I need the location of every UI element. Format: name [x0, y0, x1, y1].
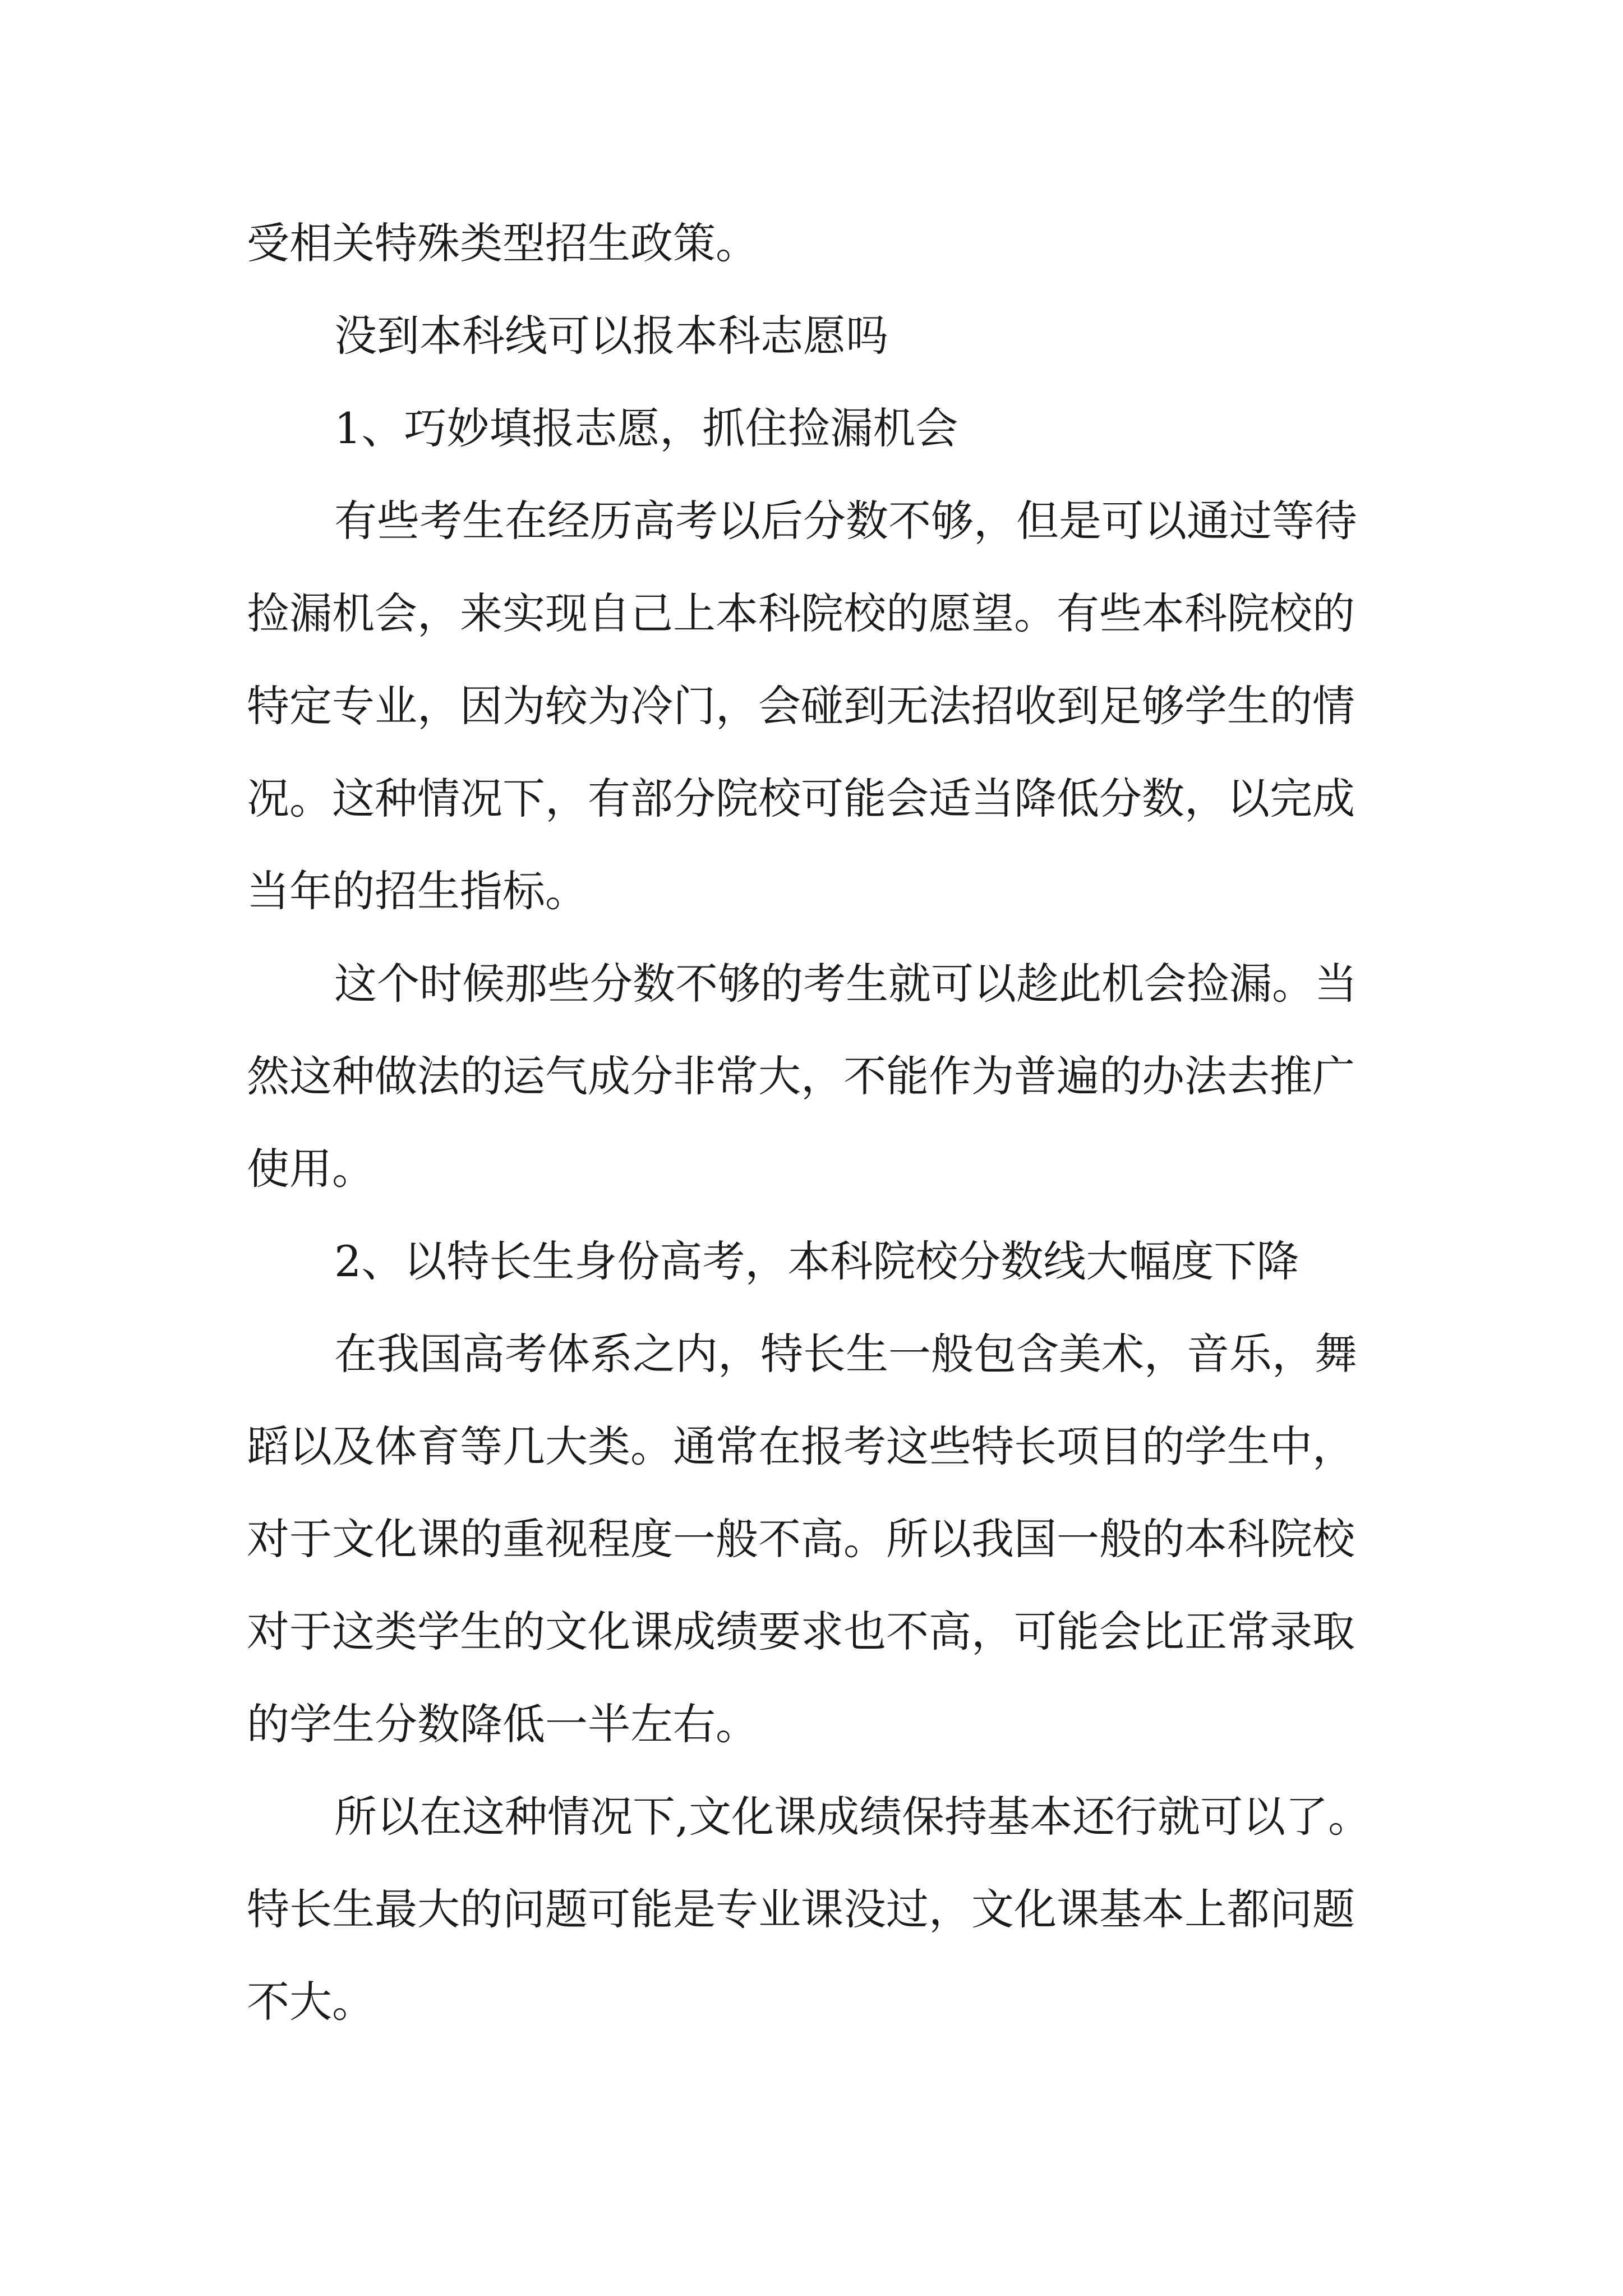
- text-line: 这个时候那些分数不够的考生就可以趁此机会捡漏。当: [334, 959, 1357, 1009]
- body-text: [247, 209, 1391, 2060]
- text-line: 受相关特殊类型招生政策。: [247, 218, 758, 268]
- text-line: 2、以特长生身份高考，本科院校分数线大幅度下降: [334, 1236, 1299, 1286]
- text-line: 当年的招生指标。: [247, 866, 588, 916]
- text-line: 没到本科线可以报本科志愿吗: [334, 311, 888, 361]
- text-line: 所以在这种情况下,文化课成绩保持基本还行就可以了。: [334, 1792, 1371, 1842]
- text-line: 对于这类学生的文化课成绩要求也不高，可能会比正常录取: [247, 1607, 1355, 1657]
- text-line: 特定专业，因为较为冷门，会碰到无法招收到足够学生的情: [247, 681, 1355, 731]
- text-line: 有些考生在经历高考以后分数不够，但是可以通过等待: [334, 496, 1357, 546]
- text-line: 然这种做法的运气成分非常大，不能作为普遍的办法去推广: [247, 1051, 1355, 1101]
- text-line: 在我国高考体系之内，特长生一般包含美术，音乐，舞: [334, 1329, 1357, 1379]
- text-line: 不大。: [247, 1977, 375, 2027]
- text-line: 使用。: [247, 1144, 375, 1194]
- text-line: 蹈以及体育等几大类。通常在报考这些特长项目的学生中，: [247, 1421, 1355, 1471]
- text-line: 的学生分数降低一半左右。: [247, 1699, 758, 1749]
- text-line: 对于文化课的重视程度一般不高。所以我国一般的本科院校: [247, 1514, 1355, 1564]
- text-line: 捡漏机会，来实现自己上本科院校的愿望。有些本科院校的: [247, 588, 1355, 638]
- text-line: 特长生最大的问题可能是专业课没过，文化课基本上都问题: [247, 1884, 1355, 1934]
- text-line: 况。这种情况下，有部分院校可能会适当降低分数，以完成: [247, 774, 1355, 823]
- text-line: 1、巧妙填报志愿，抓住捡漏机会: [334, 403, 958, 453]
